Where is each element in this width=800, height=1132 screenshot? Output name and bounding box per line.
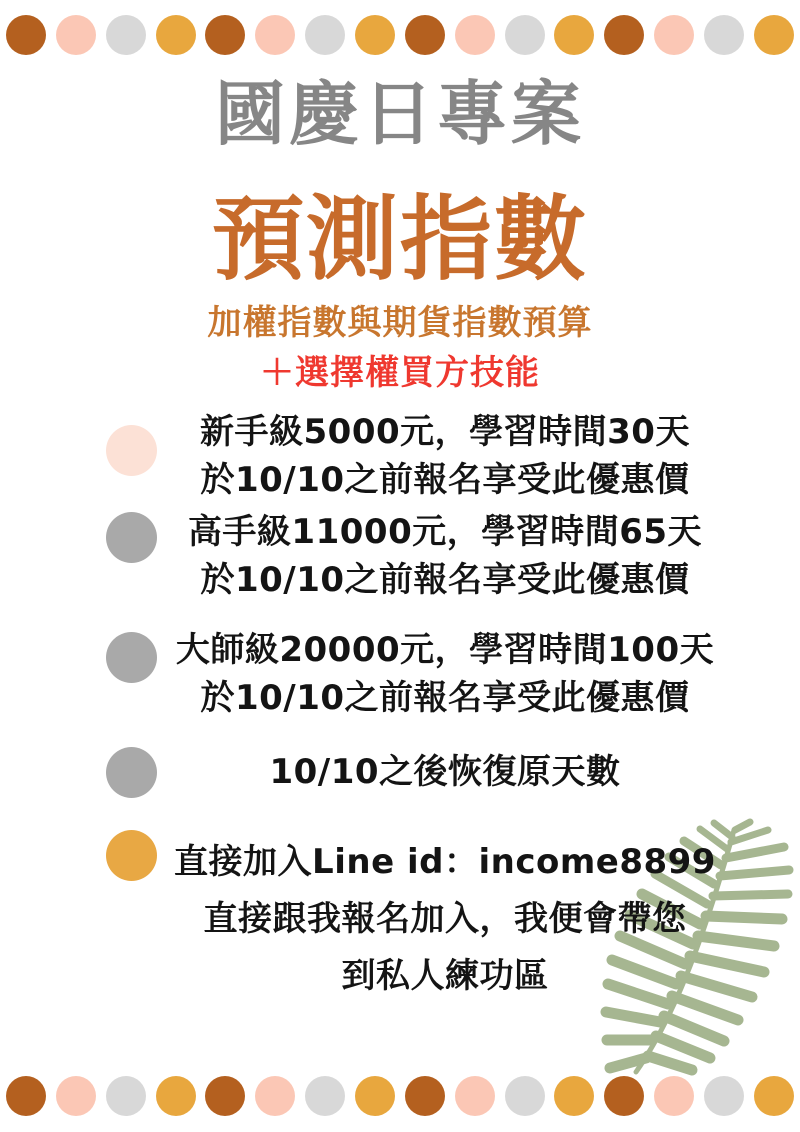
decorative-dot [604, 15, 644, 55]
line-id-text: 直接加入Line id：income8899 [174, 842, 716, 882]
decorative-dot [704, 1076, 744, 1116]
decorative-dot [754, 1076, 794, 1116]
decorative-dot [455, 15, 495, 55]
decorative-dot [106, 15, 146, 55]
top-dot-row [6, 15, 794, 55]
offer-item-advanced [145, 508, 745, 604]
offer-item-beginner [145, 408, 745, 504]
offer-line: 新手級5000元，學習時間30天 [200, 412, 690, 452]
decorative-dot [554, 15, 594, 55]
decorative-dot [604, 1076, 644, 1116]
decorative-dot [405, 15, 445, 55]
decorative-dot [505, 1076, 545, 1116]
decorative-dot [156, 15, 196, 55]
decorative-dot [455, 1076, 495, 1116]
subtitle-weighted-index: 加權指數與期貨指數預算 [207, 303, 593, 343]
decorative-dot [654, 15, 694, 55]
offer-item-master [145, 626, 745, 722]
subtitle-options-skill: ＋選擇權買方技能 [260, 353, 540, 393]
decorative-dot [355, 1076, 395, 1116]
decorative-dot [754, 15, 794, 55]
decorative-dot [704, 15, 744, 55]
decorative-dot [156, 1076, 196, 1116]
offer-line: 於10/10之前報名享受此優惠價 [200, 460, 690, 500]
decorative-dot [106, 1076, 146, 1116]
decorative-dot [305, 1076, 345, 1116]
decorative-dot [205, 1076, 245, 1116]
decorative-dot [305, 15, 345, 55]
offer-item-deadline [145, 748, 745, 796]
decorative-dot [56, 15, 96, 55]
decorative-dot [505, 15, 545, 55]
offer-line: 大師級20000元，學習時間100天 [175, 630, 715, 670]
decorative-dot [6, 15, 46, 55]
decorative-dot [205, 15, 245, 55]
offer-item-contact [145, 834, 745, 1005]
offer-line: 於10/10之前報名享受此優惠價 [200, 678, 690, 718]
page-title: 國慶日專案 [215, 73, 585, 155]
offer-line: 到私人練功區 [341, 956, 549, 996]
offer-line: 10/10之後恢復原天數 [269, 752, 621, 792]
offer-line: 直接跟我報名加入，我便會帶您 [203, 899, 687, 939]
decorative-dot [405, 1076, 445, 1116]
decorative-dot [654, 1076, 694, 1116]
bottom-dot-row [6, 1076, 794, 1116]
decorative-dot [255, 1076, 295, 1116]
decorative-dot [56, 1076, 96, 1116]
main-title: 預測指數 [211, 186, 588, 293]
decorative-dot [255, 15, 295, 55]
decorative-dot [554, 1076, 594, 1116]
offer-line: 高手級11000元，學習時間65天 [187, 512, 703, 552]
decorative-dot [6, 1076, 46, 1116]
decorative-dot [355, 15, 395, 55]
offer-line: 於10/10之前報名享受此優惠價 [200, 560, 690, 600]
